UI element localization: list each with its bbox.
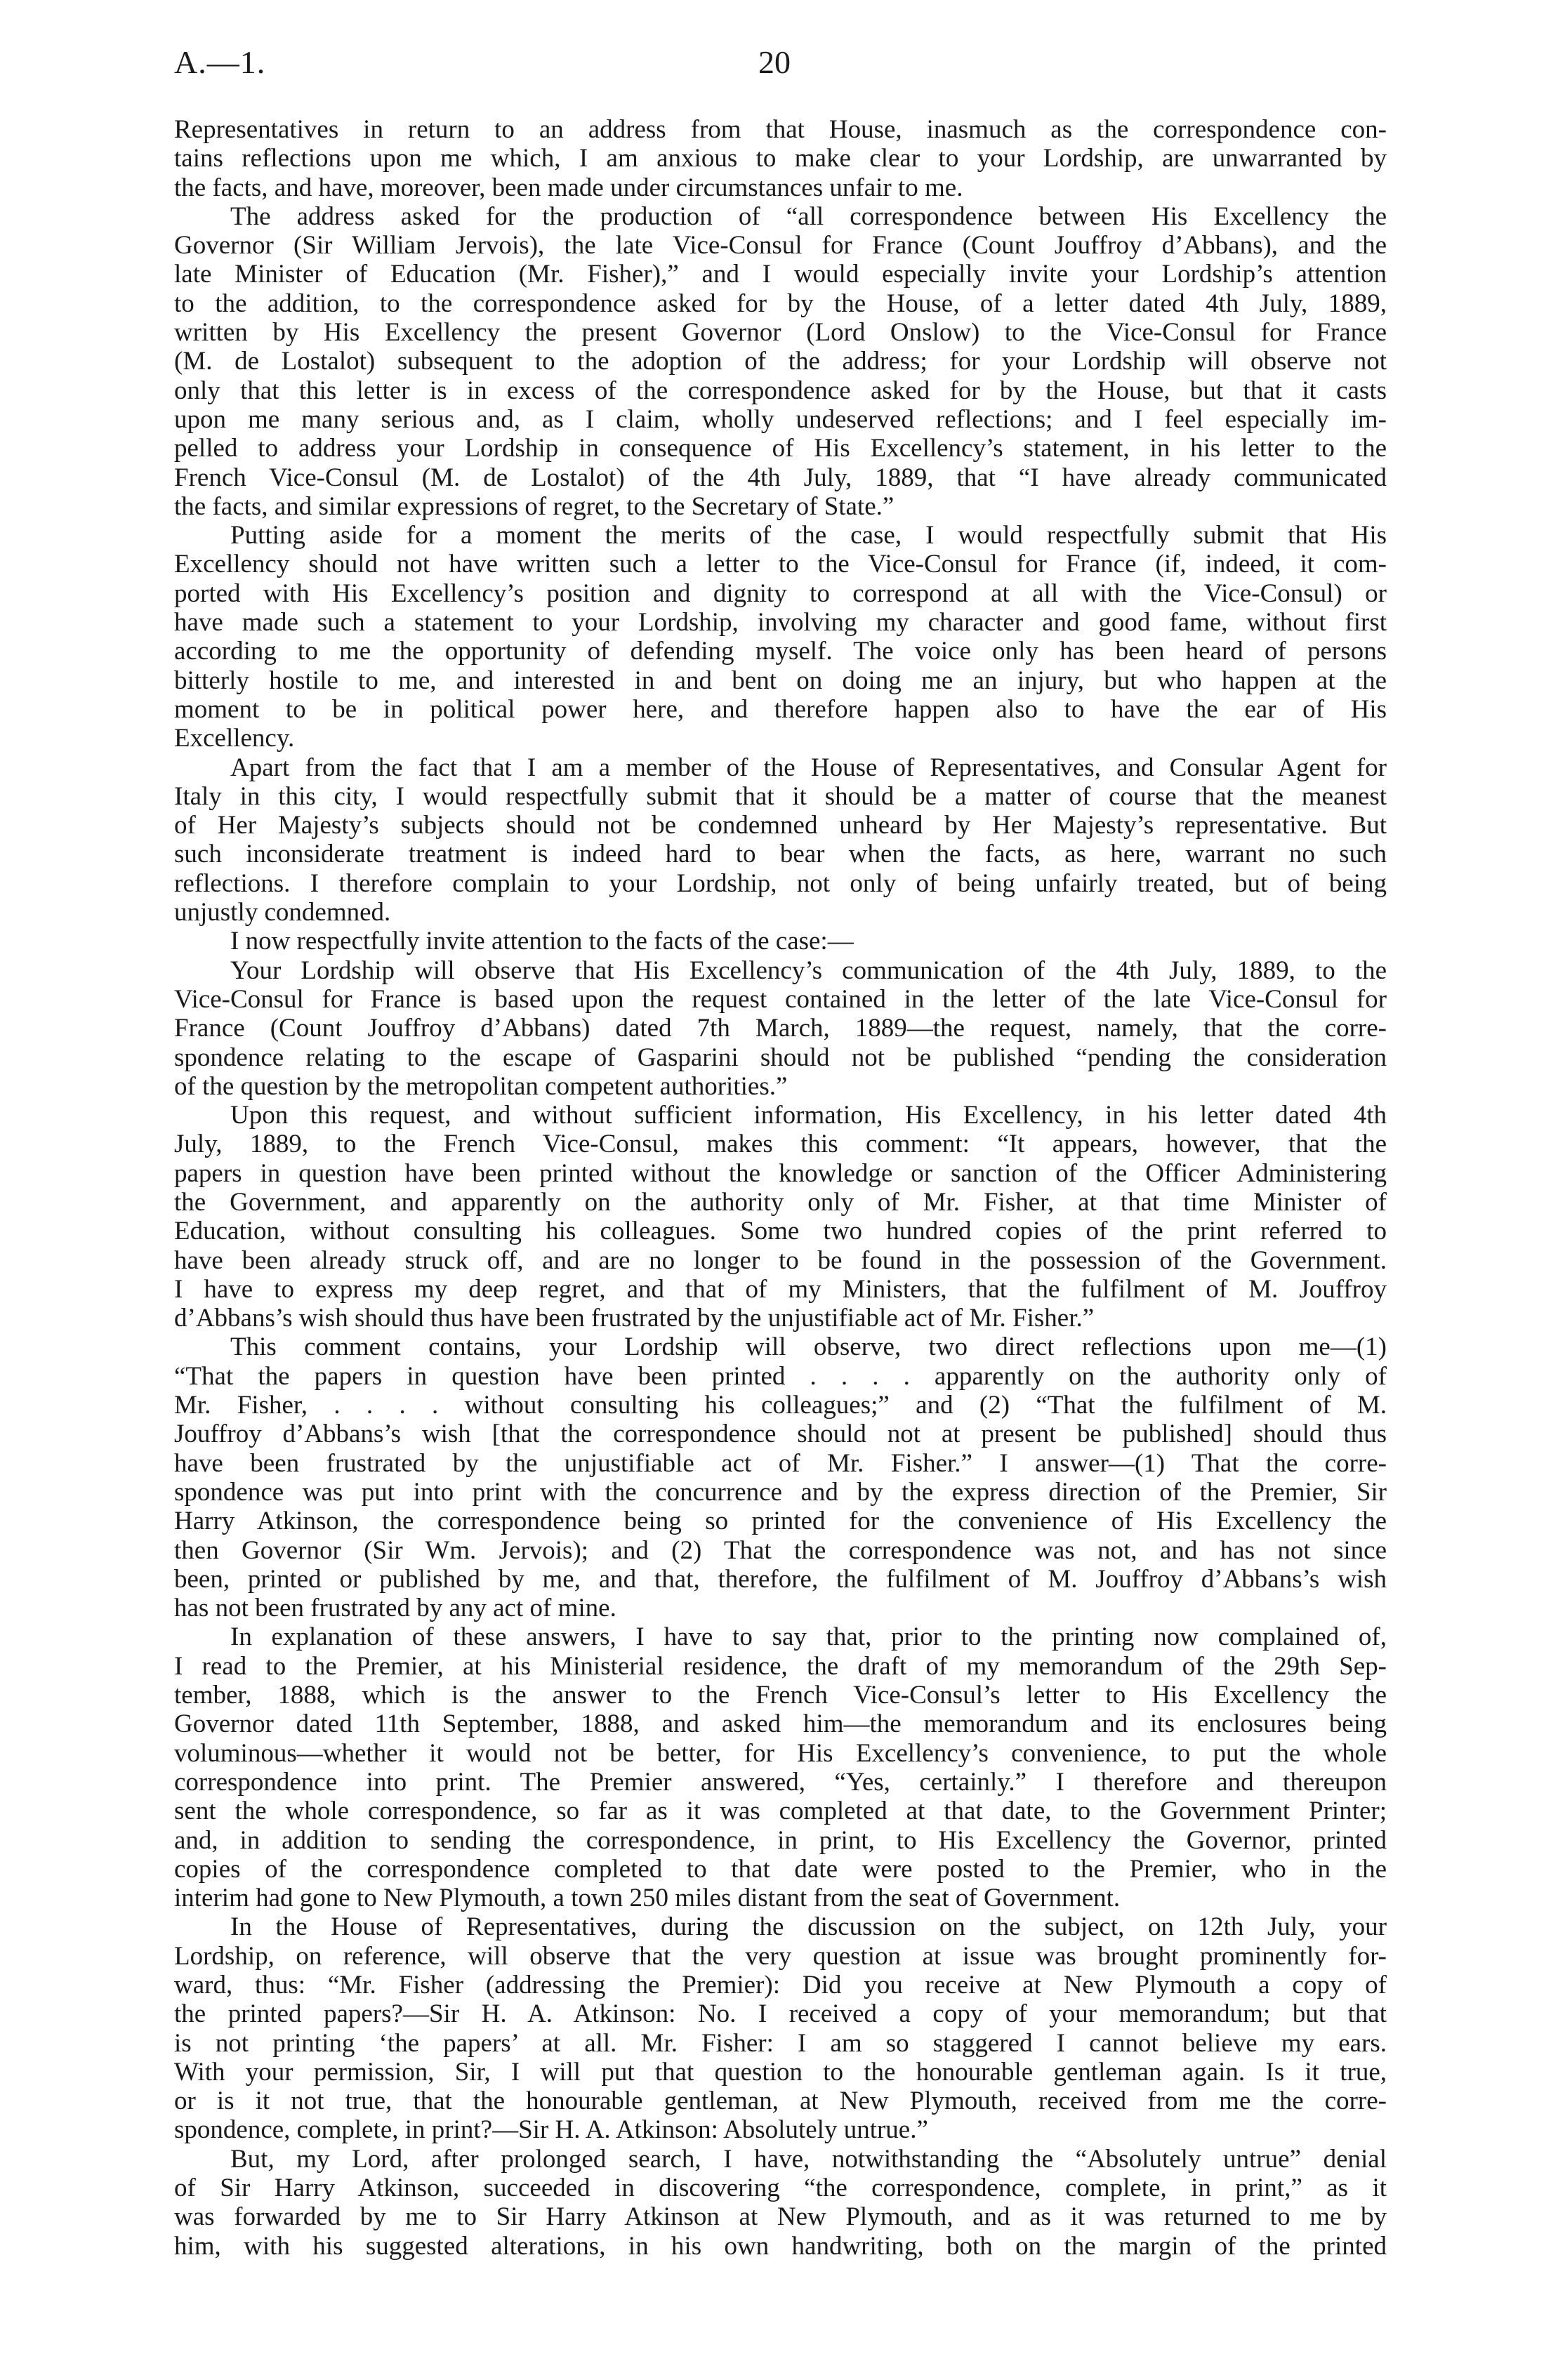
paragraph xyxy=(174,202,1387,521)
text-line: In explanation of these answers, I have to say that, prior to the printing now complained of, xyxy=(230,1622,1387,1652)
text-line: Excellency. xyxy=(174,724,295,753)
text-line: been, printed or published by me, and that, therefore, the fulfilment of M. Jouffroy d’Abbans’s wish xyxy=(174,1564,1387,1594)
text-line: Governor dated 11th September, 1888, and asked him—the memorandum and its enclosures being xyxy=(174,1710,1387,1739)
text-line: ported with His Excellency’s position and dignity to correspond at all with the Vice-Consul) or xyxy=(174,579,1387,608)
text-line: only that this letter is in excess of the correspondence asked for by the House, but that it casts xyxy=(174,376,1387,405)
text-line: have been frustrated by the unjustifiable act of Mr. Fisher.” I answer—(1) That the corre- xyxy=(174,1448,1387,1478)
paragraph xyxy=(174,1622,1387,1912)
text-line: Mr. Fisher, . . . . without consulting his colleagues;” and (2) “That the fulfilment of M. xyxy=(174,1391,1387,1420)
text-line: But, my Lord, after prolonged search, I have, notwithstanding the “Absolutely untrue” denial xyxy=(230,2144,1387,2174)
text-line: moment to be in political power here, and therefore happen also to have the ear of His xyxy=(174,694,1387,724)
text-line: Putting aside for a moment the merits of the case, I would respectfully submit that His xyxy=(230,521,1387,550)
section-reference: A.—1. xyxy=(174,44,266,80)
text-line: I now respectfully invite attention to the facts of the case:— xyxy=(230,927,854,956)
text-line: written by His Excellency the present Governor (Lord Onslow) to the Vice-Consul for France xyxy=(174,318,1387,348)
text-line: sent the whole correspondence, so far as it was completed at that date, to the Government Printer; xyxy=(174,1797,1387,1826)
text-line: or is it not true, that the honourable gentleman, at New Plymouth, received from me the corre- xyxy=(174,2087,1387,2116)
text-line: unjustly condemned. xyxy=(174,898,391,927)
text-line: was forwarded by me to Sir Harry Atkinson at New Plymouth, and as it was returned to me by xyxy=(174,2202,1387,2232)
paragraph xyxy=(174,927,1387,956)
text-line: bitterly hostile to me, and interested in and bent on doing me an injury, but who happen at the xyxy=(174,666,1387,695)
text-line: tains reflections upon me which, I am anxious to make clear to your Lordship, are unwarranted by xyxy=(174,144,1387,173)
text-line: d’Abbans’s wish should thus have been frustrated by the unjustifiable act of Mr. Fisher.” xyxy=(174,1304,1095,1333)
text-line: With your permission, Sir, I will put that question to the honourable gentleman again. Is it true, xyxy=(174,2057,1387,2087)
paragraph xyxy=(174,956,1387,1101)
text-line: I read to the Premier, at his Ministerial residence, the draft of my memorandum of the 29th Sep- xyxy=(174,1651,1387,1681)
text-line: such inconsiderate treatment is indeed hard to bear when the facts, as here, warrant no such xyxy=(174,840,1387,869)
text-line: voluminous—whether it would not be better, for His Excellency’s convenience, to put the whole xyxy=(174,1738,1387,1768)
text-line: I have to express my deep regret, and that of my Ministers, that the fulfilment of M. Jouffroy xyxy=(174,1274,1387,1304)
text-line: papers in question have been printed without the knowledge or sanction of the Officer Administering xyxy=(174,1158,1387,1188)
text-line: Upon this request, and without sufficient information, His Excellency, in his letter dated 4th xyxy=(230,1101,1387,1130)
text-line: then Governor (Sir Wm. Jervois); and (2) That the correspondence was not, and has not since xyxy=(174,1535,1387,1565)
text-line: “That the papers in question have been printed . . . . apparently on the authority only of xyxy=(174,1361,1387,1391)
text-line: Your Lordship will observe that His Excellency’s communication of the 4th July, 1889, to the xyxy=(230,956,1387,985)
text-line: has not been frustrated by any act of mine. xyxy=(174,1594,616,1623)
text-line: the Government, and apparently on the authority only of Mr. Fisher, at that time Minister of xyxy=(174,1187,1387,1217)
text-line: copies of the correspondence completed to that date were posted to the Premier, who in the xyxy=(174,1854,1387,1884)
text-line: the printed papers?—Sir H. A. Atkinson: No. I received a copy of your memorandum; but that xyxy=(174,1999,1387,2029)
text-line: France (Count Jouffroy d’Abbans) dated 7th March, 1889—the request, namely, that the corre- xyxy=(174,1014,1387,1043)
text-line: according to me the opportunity of defending myself. The voice only has been heard of persons xyxy=(174,637,1387,666)
text-line: spondence, complete, in print?—Sir H. A. Atkinson: Absolutely untrue.” xyxy=(174,2115,928,2145)
text-line: the facts, and similar expressions of regret, to the Secretary of State.” xyxy=(174,491,895,521)
text-line: In the House of Representatives, during the discussion on the subject, on 12th July, your xyxy=(230,1912,1387,1942)
text-line: Vice-Consul for France is based upon the request contained in the letter of the late Vice-Consul for xyxy=(174,984,1387,1014)
text-line: Representatives in return to an address from that House, inasmuch as the correspondence con- xyxy=(174,115,1387,144)
text-line: interim had gone to New Plymouth, a town 250 miles distant from the seat of Government. xyxy=(174,1884,1121,1913)
text-line: reflections. I therefore complain to your Lordship, not only of being unfairly treated, but of being xyxy=(174,868,1387,898)
text-line: Governor (Sir William Jervois), the late Vice-Consul for France (Count Jouffroy d’Abbans), and the xyxy=(174,231,1387,260)
text-line: spondence was put into print with the concurrence and by the express direction of the Premier, Sir xyxy=(174,1477,1387,1507)
text-line: This comment contains, your Lordship will observe, two direct reflections upon me—(1) xyxy=(230,1333,1387,1362)
paragraph xyxy=(174,521,1387,753)
text-line: late Minister of Education (Mr. Fisher),” and I would especially invite your Lordship’s attention xyxy=(174,260,1387,289)
text-line: is not printing ‘the papers’ at all. Mr. Fisher: I am so staggered I cannot believe my ears. xyxy=(174,2028,1387,2058)
text-line: of Sir Harry Atkinson, succeeded in discovering “the correspondence, complete, in print,” as it xyxy=(174,2174,1387,2203)
text-line: tember, 1888, which is the answer to the French Vice-Consul’s letter to His Excellency the xyxy=(174,1681,1387,1710)
text-line: spondence relating to the escape of Gasparini should not be published “pending the consideration xyxy=(174,1043,1387,1072)
text-line: The address asked for the production of “all correspondence between His Excellency the xyxy=(230,201,1387,231)
text-line: have made such a statement to your Lordship, involving my character and good fame, without first xyxy=(174,608,1387,637)
text-line: Lordship, on reference, will observe that the very question at issue was brought prominently for- xyxy=(174,1941,1387,1971)
text-line: have been already struck off, and are no longer to be found in the possession of the Government. xyxy=(174,1245,1387,1275)
text-line: July, 1889, to the French Vice-Consul, makes this comment: “It appears, however, that the xyxy=(174,1130,1387,1159)
text-line: Education, without consulting his colleagues. Some two hundred copies of the print referred to xyxy=(174,1217,1387,1246)
text-line: (M. de Lostalot) subsequent to the adoption of the address; for your Lordship will observe not xyxy=(174,347,1387,376)
text-line: and, in addition to sending the correspondence, in print, to His Excellency the Governor, printed xyxy=(174,1825,1387,1855)
paragraph xyxy=(174,1912,1387,2144)
text-line: ward, thus: “Mr. Fisher (addressing the Premier): Did you receive at New Plymouth a copy of xyxy=(174,1971,1387,1999)
text-line: the facts, and have, moreover, been made under circumstances unfair to me. xyxy=(174,173,963,202)
text-line: Jouffroy d’Abbans’s wish [that the correspondence should not at present be published] should thus xyxy=(174,1420,1387,1449)
text-line: of Her Majesty’s subjects should not be condemned unheard by Her Majesty’s representative. But xyxy=(174,811,1387,840)
text-line: French Vice-Consul (M. de Lostalot) of the 4th July, 1889, that “I have already communicated xyxy=(174,463,1387,492)
text-line: Harry Atkinson, the correspondence being so printed for the convenience of His Excellency the xyxy=(174,1507,1387,1536)
text-line: correspondence into print. The Premier answered, “Yes, certainly.” I therefore and thereupon xyxy=(174,1767,1387,1797)
paragraph xyxy=(174,115,1387,202)
text-line: Italy in this city, I would respectfully submit that it should be a matter of course that the meanest xyxy=(174,781,1387,811)
paragraph xyxy=(174,753,1387,927)
paragraph xyxy=(174,1101,1387,1333)
text-line: Excellency should not have written such a letter to the Vice-Consul for France (if, indeed, it com- xyxy=(174,550,1387,579)
text-line: pelled to address your Lordship in consequence of His Excellency’s statement, in his letter to the xyxy=(174,434,1387,463)
text-line: of the question by the metropolitan competent authorities.” xyxy=(174,1071,788,1101)
text-line: Apart from the fact that I am a member of the House of Representatives, and Consular Agent for xyxy=(230,753,1387,782)
text-line: upon me many serious and, as I claim, wholly undeserved reflections; and I feel especially im- xyxy=(174,404,1387,434)
page-number: 20 xyxy=(758,44,791,80)
paragraph xyxy=(174,2145,1387,2261)
paragraph xyxy=(174,1333,1387,1622)
text-line: to the addition, to the correspondence asked for by the House, of a letter dated 4th July, 1889, xyxy=(174,289,1387,318)
document-body xyxy=(174,115,1387,2261)
text-line: him, with his suggested alterations, in his own handwriting, both on the margin of the printed xyxy=(174,2231,1387,2261)
